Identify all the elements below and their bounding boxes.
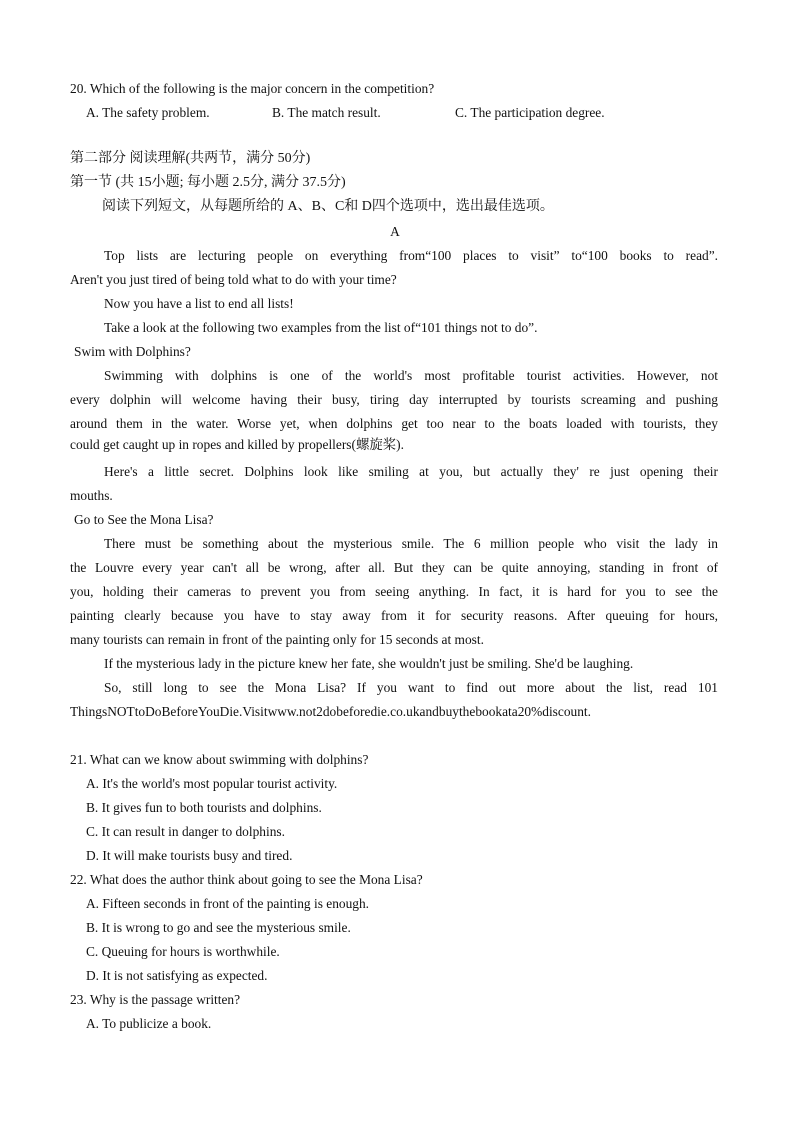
passage-p6-line5: many tourists can remain in front of the painting only for 15 seconds at most. xyxy=(70,632,484,647)
q22-option-b: B. It is wrong to go and see the mysterious smile. xyxy=(86,920,351,935)
passage-p6-line4: painting clearly because you have to stay away from it for security reasons. After queuing for hours, xyxy=(70,608,718,623)
passage-p3: Take a look at the following two examples from the list of“101 things not to do”. xyxy=(104,320,538,335)
q22-option-a: A. Fifteen seconds in front of the painting is enough. xyxy=(86,896,370,911)
passage-p6-line2: the Louvre every year can't all be wrong, after all. But they can be quite annoying, standing in front of xyxy=(70,560,718,575)
q21-option-a: A. It's the world's most popular tourist activity. xyxy=(86,776,338,791)
q21-stem: 21. What can we know about swimming with dolphins? xyxy=(70,752,369,767)
passage-p4-line1: Swimming with dolphins is one of the world's most profitable tourist activities. However, not xyxy=(104,368,718,383)
passage-p7: If the mysterious lady in the picture knew her fate, she wouldn't just be smiling. She'd be laughing. xyxy=(104,656,634,671)
q21-option-b: B. It gives fun to both tourists and dolphins. xyxy=(86,800,322,815)
passage-p1-line2: Aren't you just tired of being told what to do with your time? xyxy=(70,272,397,287)
subsection-heading: 第一节 (共 15小题; 每小题 2.5分, 满分 37.5分) xyxy=(70,175,346,190)
q22-stem: 22. What does the author think about going to see the Mona Lisa? xyxy=(70,872,423,887)
q23-stem: 23. Why is the passage written? xyxy=(70,992,241,1007)
q20-stem: 20. Which of the following is the major concern in the competition? xyxy=(70,81,435,96)
q20-option-b: B. The match result. xyxy=(272,105,381,120)
part-heading: 第二部分 阅读理解(共两节，满分 50分) xyxy=(70,151,311,166)
q21-option-d: D. It will make tourists busy and tired. xyxy=(86,848,293,863)
instruction: 阅读下列短文，从每题所给的 A、B、C和 D四个选项中，选出最佳选项。 xyxy=(102,199,554,214)
passage-p5-line2: mouths. xyxy=(70,488,113,503)
passage-p6-line1: There must be something about the mysterious smile. The 6 million people who visit the lady in xyxy=(104,536,718,551)
q23-option-a: A. To publicize a book. xyxy=(86,1016,212,1031)
passage-p1-line1: Top lists are lecturing people on everything from“100 places to visit” to“100 books to read”. xyxy=(104,248,718,263)
passage-letter: A xyxy=(390,224,400,239)
q20-option-c: C. The participation degree. xyxy=(455,105,605,120)
q21-option-c: C. It can result in danger to dolphins. xyxy=(86,824,285,839)
passage-p4-line2: every dolphin will welcome having their busy, tiring day interrupted by tourists screaming and pushing xyxy=(70,392,718,407)
q20-option-a: A. The safety problem. xyxy=(86,105,210,120)
passage-p8-line2: ThingsNOTtoDoBeforeYouDie.Visitwww.not2dobeforedie.co.ukandbuythebookata20%discount. xyxy=(70,704,591,719)
passage-p4-line3: around them in the water. Worse yet, when dolphins get too near to the boats loaded with tourists, they xyxy=(70,416,718,431)
q22-option-d: D. It is not satisfying as expected. xyxy=(86,968,268,983)
heading-mona-lisa: Go to See the Mona Lisa? xyxy=(74,512,214,527)
heading-dolphins: Swim with Dolphins? xyxy=(74,344,191,359)
passage-p6-line3: you, holding their cameras to prevent you from seeing anything. In fact, it is hard for you to see the xyxy=(70,584,718,599)
q22-option-c: C. Queuing for hours is worthwhile. xyxy=(86,944,280,959)
passage-p5-line1: Here's a little secret. Dolphins look like smiling at you, but actually they' re just opening their xyxy=(104,464,718,479)
passage-p4-line4: could get caught up in ropes and killed by propellers(螺旋桨). xyxy=(70,437,404,452)
passage-p8-line1: So, still long to see the Mona Lisa? If you want to find out more about the list, read 101 xyxy=(104,680,718,695)
passage-p2: Now you have a list to end all lists! xyxy=(104,296,294,311)
